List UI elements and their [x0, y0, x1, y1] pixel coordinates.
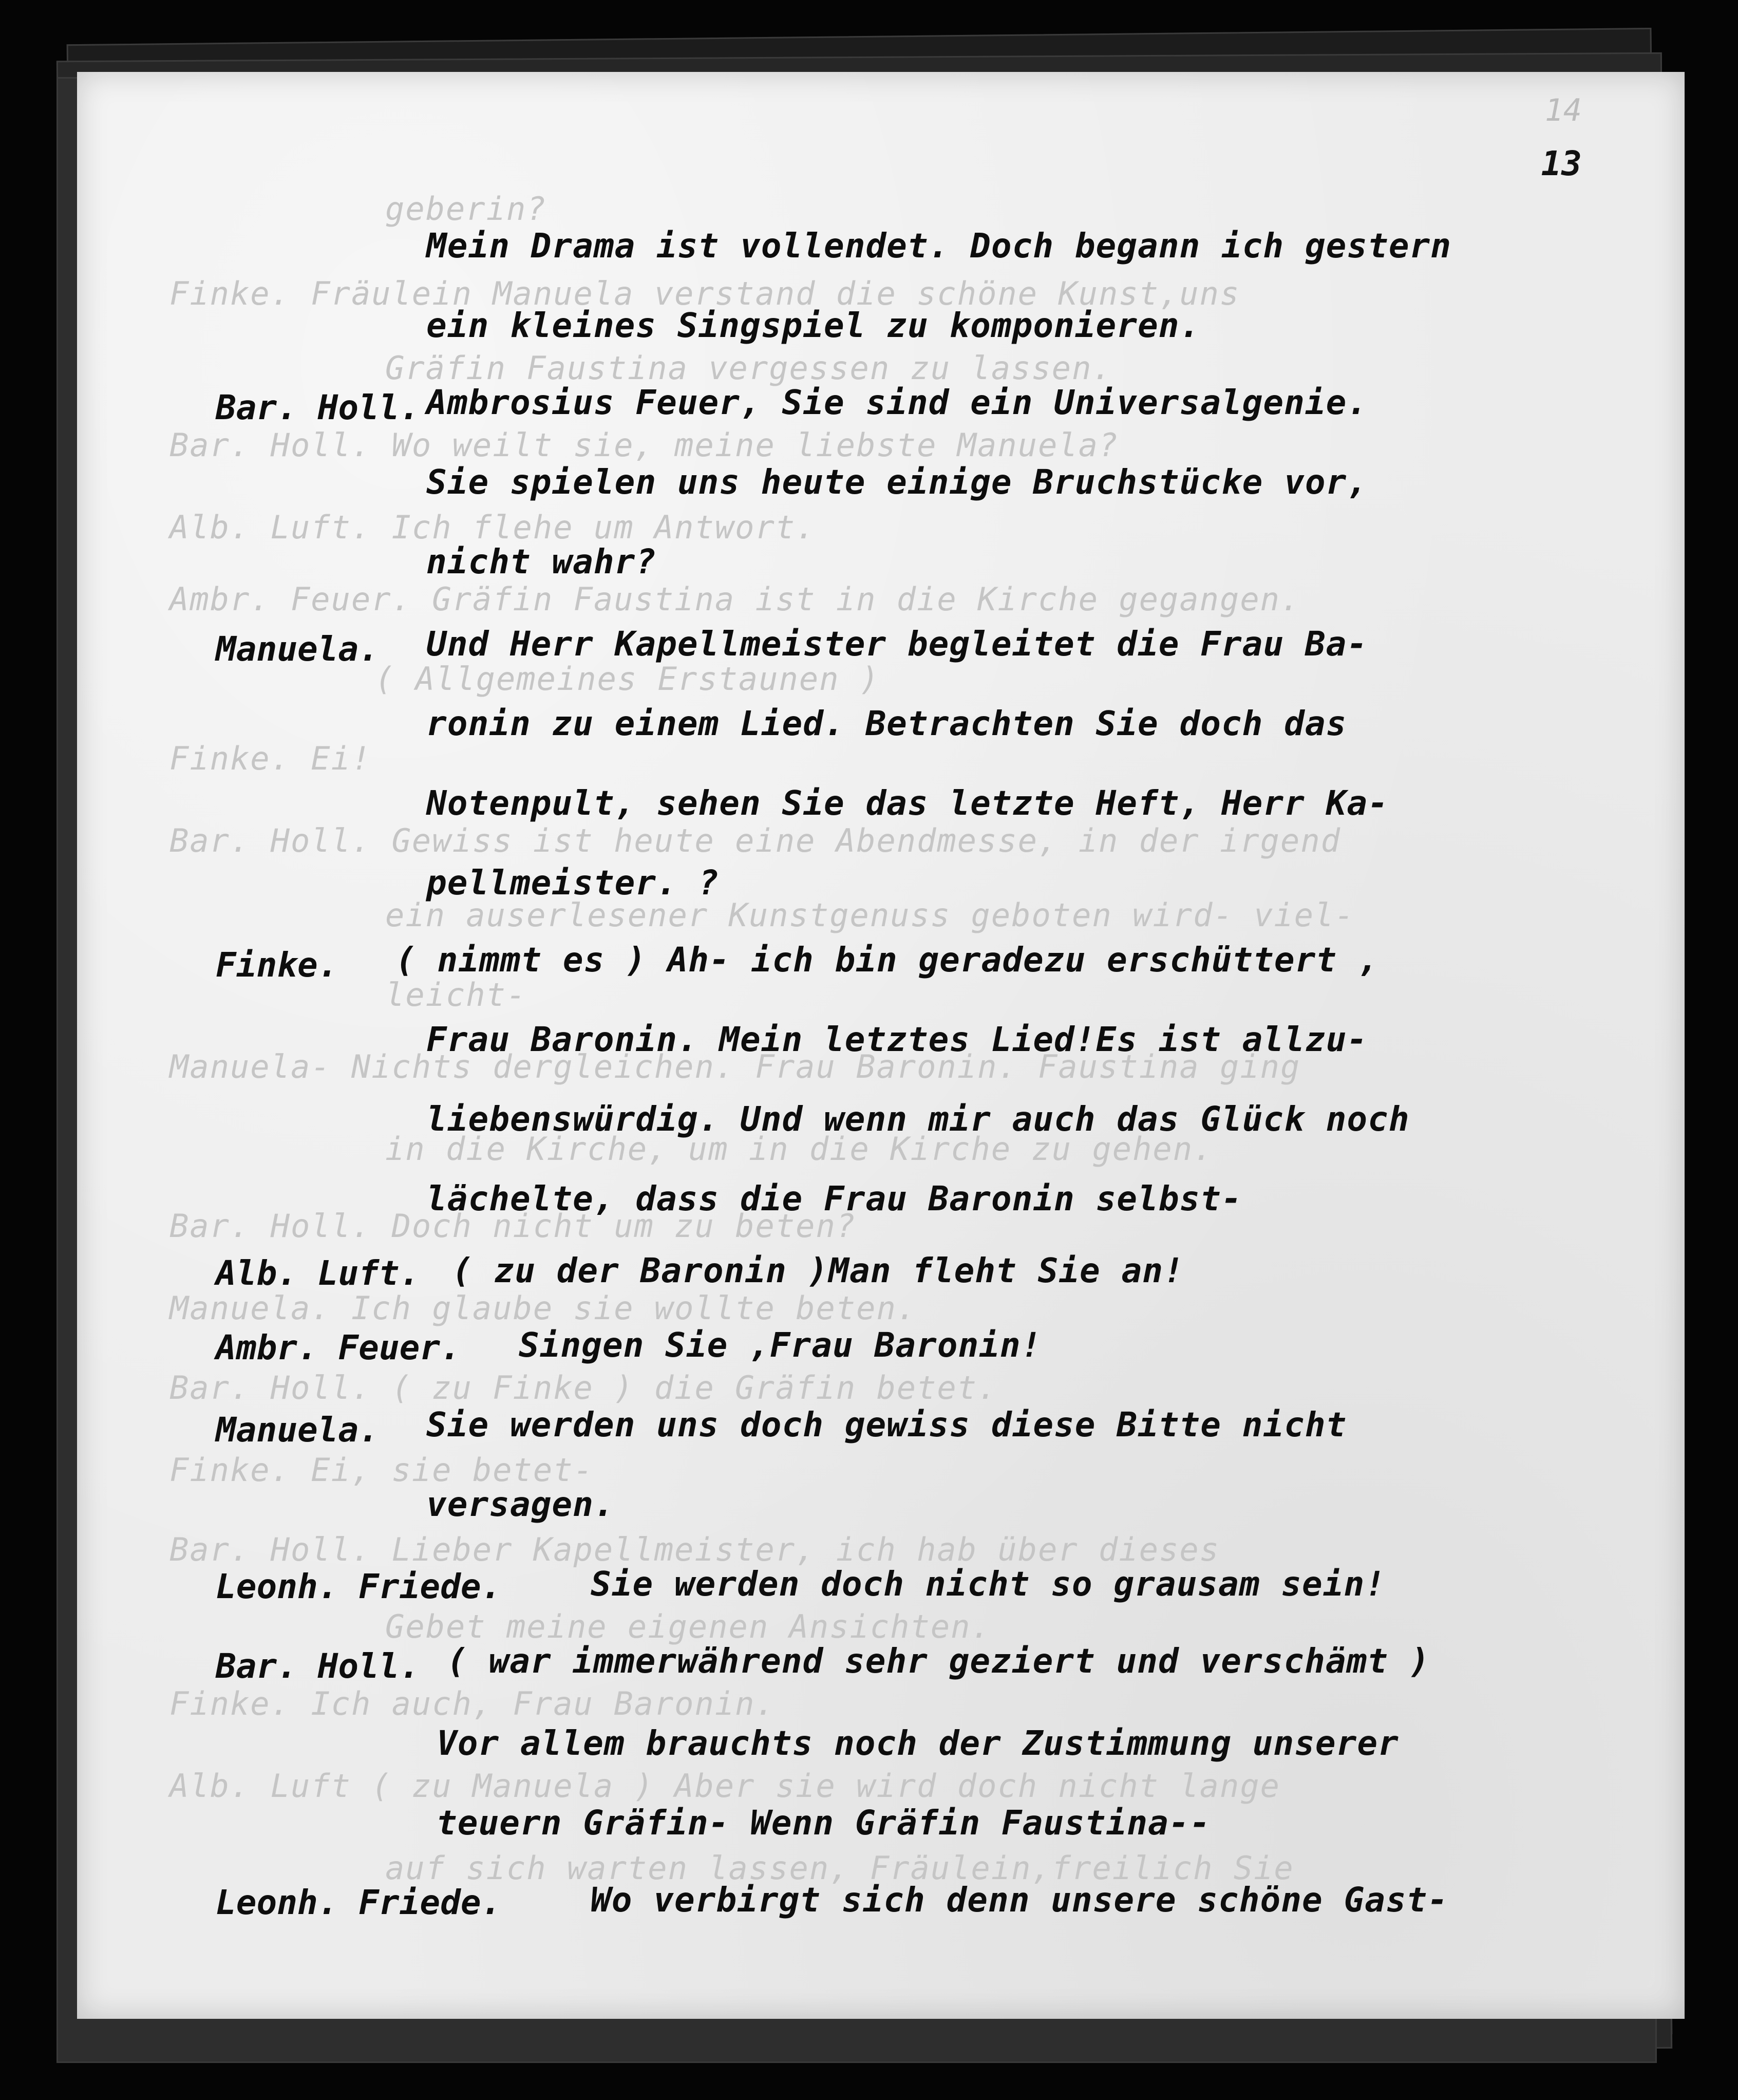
bleed-line: Alb. Luft ( zu Manuela ) Aber sie wird doch nicht lange — [169, 1767, 1280, 1805]
dialogue-line: teuern Gräfin- Wenn Gräfin Faustina-- — [437, 1803, 1211, 1843]
bleed-line: auf sich warten lassen, Fräulein,freilich Sie — [385, 1849, 1294, 1887]
bleed-line: Finke. Ich auch, Frau Baronin. — [169, 1685, 776, 1722]
dialogue-line: versagen. — [426, 1485, 615, 1524]
speaker-label: Leonh. Friede. — [216, 1567, 502, 1606]
speaker-label: Bar. Holl. — [216, 388, 420, 427]
typewritten-sheet — [77, 72, 1685, 2019]
speaker-label: Bar. Holl. — [216, 1646, 420, 1686]
bleed-line: Bar. Holl. Lieber Kapellmeister, ich hab über dieses — [169, 1531, 1220, 1568]
dialogue-line: nicht wahr? — [426, 542, 657, 582]
dialogue-line: Notenpult, sehen Sie das letzte Heft, Herr Ka- — [426, 783, 1389, 823]
speaker-label: Manuela. — [216, 1410, 379, 1450]
bleed-line: ( Allgemeines Erstaunen ) — [375, 660, 880, 698]
speaker-label: Finke. — [216, 945, 338, 985]
bleed-line: Finke. Ei! — [169, 740, 372, 777]
bleed-line: in die Kirche, um in die Kirche zu gehen. — [385, 1130, 1214, 1168]
dialogue-line: Singen Sie ,Frau Baronin! — [519, 1325, 1042, 1365]
dialogue-line: ronin zu einem Lied. Betrachten Sie doch das — [426, 704, 1347, 743]
bleed-line: Bar. Holl. Doch nicht um zu beten? — [169, 1207, 857, 1245]
dialogue-line: Frau Baronin. Mein letztes Lied!Es ist allzu- — [426, 1020, 1368, 1059]
speaker-label: Leonh. Friede. — [216, 1883, 502, 1922]
dialogue-line: Sie werden doch nicht so grausam sein! — [591, 1564, 1386, 1604]
bleed-line: Alb. Luft. Ich flehe um Antwort. — [169, 509, 816, 546]
dialogue-line: liebenswürdig. Und wenn mir auch das Glück noch — [426, 1099, 1410, 1139]
dialogue-line: Sie spielen uns heute einige Bruchstücke vor, — [426, 462, 1368, 502]
dialogue-line: lächelte, dass die Frau Baronin selbst- — [426, 1179, 1242, 1218]
page-number: 13 — [1541, 144, 1582, 183]
bleed-line: ein auserlesener Kunstgenuss geboten wird- viel- — [385, 896, 1355, 934]
dialogue-line: Sie werden uns doch gewiss diese Bitte nicht — [426, 1405, 1347, 1445]
speaker-label: Manuela. — [216, 629, 379, 669]
dialogue-line: ( zu der Baronin )Man fleht Sie an! — [452, 1251, 1184, 1290]
bleed-line: Bar. Holl. Wo weilt sie, meine liebste Manuela? — [169, 426, 1119, 464]
dialogue-line: ( war immerwährend sehr geziert und verschämt ) — [447, 1641, 1430, 1681]
speaker-label: Alb. Luft. — [216, 1253, 420, 1293]
bleed-line: Bar. Holl. Gewiss ist heute eine Abendmesse, in der irgend — [169, 822, 1341, 859]
ghost-page-number: 14 — [1544, 92, 1582, 128]
dialogue-line: Und Herr Kapellmeister begleitet die Frau Ba- — [426, 624, 1368, 664]
dialogue-line: Mein Drama ist vollendet. Doch begann ich gestern — [426, 226, 1452, 266]
bleed-line: Ambr. Feuer. Gräfin Faustina ist in die Kirche gegangen. — [169, 580, 1301, 618]
dialogue-line: Vor allem brauchts noch der Zustimmung unserer — [437, 1723, 1399, 1763]
bleed-line: Gräfin Faustina vergessen zu lassen. — [385, 349, 1112, 387]
dialogue-line: ein kleines Singspiel zu komponieren. — [426, 306, 1201, 345]
speaker-label: Ambr. Feuer. — [216, 1328, 461, 1367]
bleed-line: geberin? — [385, 190, 547, 228]
bleed-line: Finke. Ei, sie betet- — [169, 1451, 594, 1489]
bleed-line: Bar. Holl. ( zu Finke ) die Gräfin betet. — [169, 1369, 998, 1407]
bleed-line: leicht- — [385, 976, 527, 1014]
bleed-line: Gebet meine eigenen Ansichten. — [385, 1608, 991, 1645]
bleed-line: Manuela- Nichts dergleichen. Frau Baronin. Faustina ging — [169, 1048, 1301, 1085]
bleed-line: Manuela. Ich glaube sie wollte beten. — [169, 1289, 917, 1327]
bleed-line: Finke. Fräulein Manuela verstand die schöne Kunst,uns — [169, 275, 1240, 312]
dialogue-line: ( nimmt es ) Ah- ich bin geradezu erschüttert , — [395, 940, 1379, 980]
dialogue-line: Ambrosius Feuer, Sie sind ein Universalgenie. — [426, 383, 1368, 422]
dialogue-line: Wo verbirgt sich denn unsere schöne Gast- — [591, 1880, 1449, 1920]
dialogue-line: pellmeister. ? — [426, 863, 720, 903]
